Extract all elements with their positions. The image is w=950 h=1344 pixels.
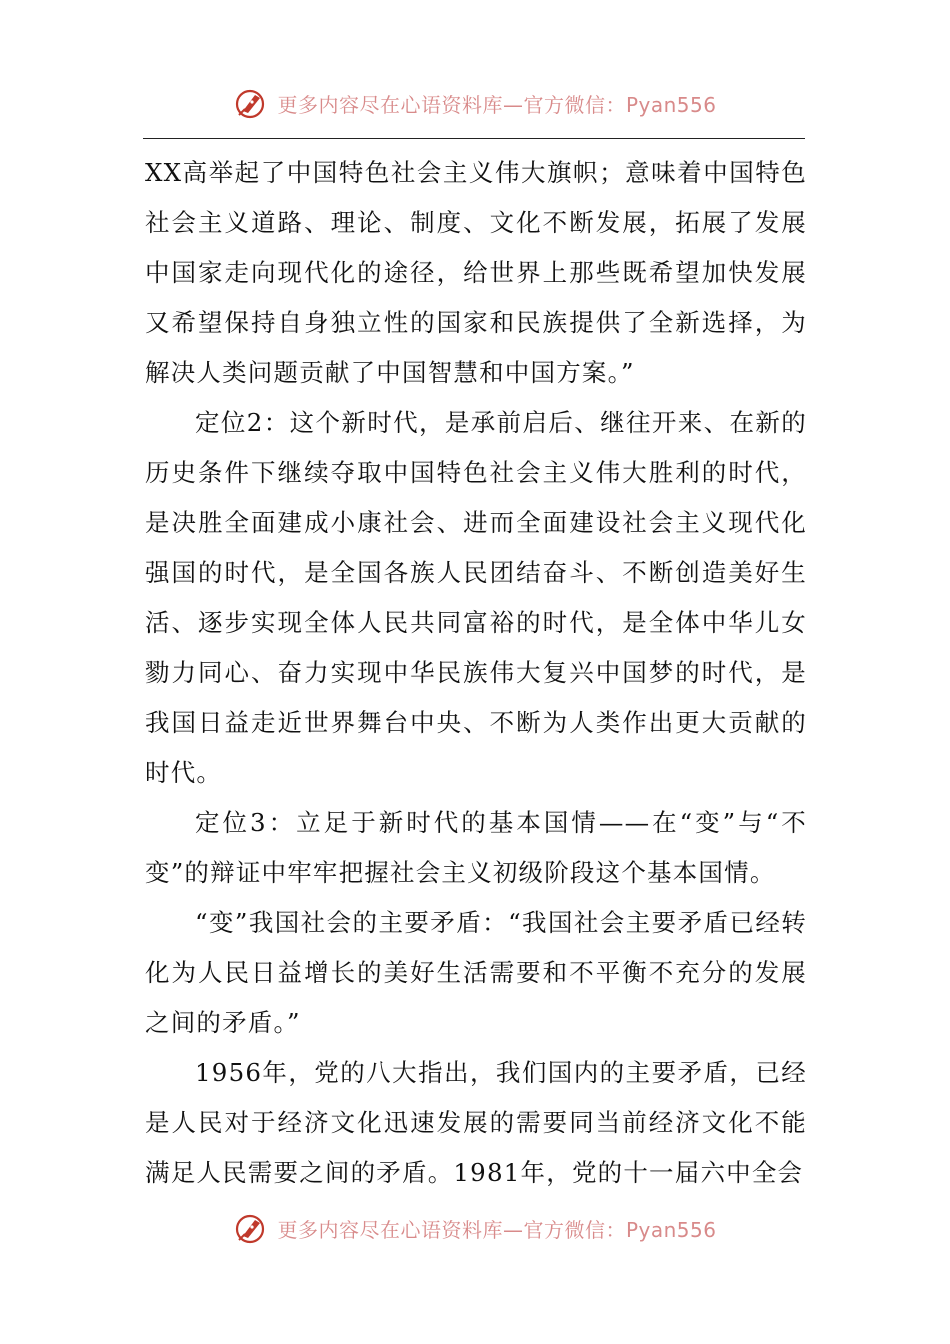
paragraph-5: 1956年，党的八大指出，我们国内的主要矛盾，已经是人民对于经济文化迅速发展的需要同当前经济文化不能满足人民需要之间的矛盾。1981年，党的十一届六中全会 <box>145 1058 807 1187</box>
footer-banner-text: 更多内容尽在心语资料库—官方微信：Pyan556 <box>277 1217 717 1242</box>
header-divider <box>143 138 805 139</box>
footer-banner <box>0 1208 950 1248</box>
footer-banner-inner <box>233 1210 716 1246</box>
paragraph-1: XX高举起了中国特色社会主义伟大旗帜；意味着中国特色社会主义道路、理论、制度、文化不断发展，拓展了发展中国家走向现代化的途径，给世界上那些既希望加快发展又希望保持自身独立性的国家和民族提供了全新选择，为解决人类问题贡献了中国智慧和中国方案。” <box>145 158 807 387</box>
header-banner-text: 更多内容尽在心语资料库—官方微信：Pyan556 <box>277 92 717 117</box>
header-banner <box>0 83 950 123</box>
pen-nib-logo-icon <box>233 1210 269 1246</box>
document-body <box>145 148 807 1198</box>
paragraph-2: 定位2：这个新时代，是承前启后、继往开来、在新的历史条件下继续夺取中国特色社会主义伟大胜利的时代，是决胜全面建成小康社会、进而全面建设社会主义现代化强国的时代，是全国各族人民团结奋斗、不断创造美好生活、逐步实现全体人民共同富裕的时代，是全体中华儿女勠力同心、奋力实现中华民族伟大复兴中国梦的时代，是我国日益走近世界舞台中央、不断为人类作出更大贡献的时代。 <box>145 408 807 787</box>
paragraph-4: “变”我国社会的主要矛盾：“我国社会主要矛盾已经转化为人民日益增长的美好生活需要和不平衡不充分的发展之间的矛盾。” <box>145 908 807 1037</box>
pen-nib-logo-icon <box>233 85 269 121</box>
paragraph-3: 定位3：立足于新时代的基本国情——在“变”与“不变”的辩证中牢牢把握社会主义初级阶段这个基本国情。 <box>145 808 807 887</box>
header-banner-inner <box>233 85 716 121</box>
